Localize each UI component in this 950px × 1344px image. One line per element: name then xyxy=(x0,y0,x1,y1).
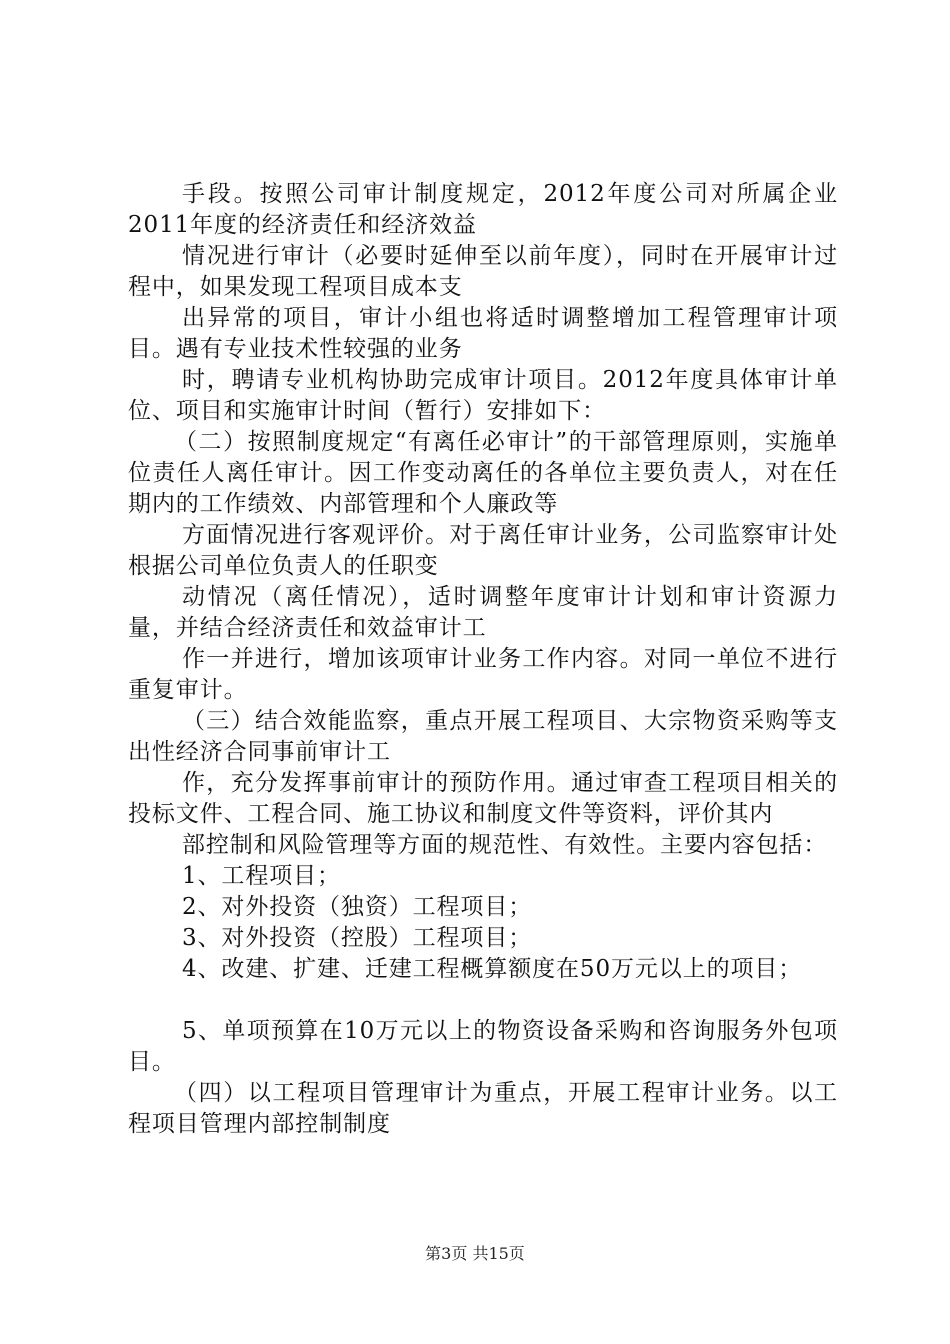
paragraph-section-2: （二）按照制度规定“有离任必审计”的干部管理原则，实施单位责任人离任审计。因工作变动离任的各单位主要负责人，对在任期内的工作绩效、内部管理和个人廉政等 xyxy=(128,429,838,517)
paragraph-section-3: （三）结合效能监察，重点开展工程项目、大宗物资采购等支出性经济合同事前审计工 xyxy=(128,708,838,765)
paragraph-1: 手段。按照公司审计制度规定，2012年度公司对所属企业2011年度的经济责任和经济效益 xyxy=(128,181,838,238)
list-item-1: 1、工程项目； xyxy=(182,863,341,889)
paragraph-section-4: （四）以工程项目管理审计为重点，开展工程审计业务。以工程项目管理内部控制制度 xyxy=(128,1080,838,1137)
paragraph-4: 时，聘请专业机构协助完成审计项目。2012年度具体审计单位、项目和实施审计时间（暂行）安排如下： xyxy=(128,367,838,424)
paragraph-11: 部控制和风险管理等方面的规范性、有效性。主要内容包括： xyxy=(182,832,828,858)
list-item-2: 2、对外投资（独资）工程项目； xyxy=(182,894,533,920)
paragraph-10: 作，充分发挥事前审计的预防作用。通过审查工程项目相关的投标文件、工程合同、施工协议和制度文件等资料，评价其内 xyxy=(128,770,838,827)
paragraph-3: 出异常的项目，审计小组也将适时调整增加工程管理审计项目。遇有专业技术性较强的业务 xyxy=(128,305,838,362)
list-item-4: 4、改建、扩建、迁建工程概算额度在50万元以上的项目； xyxy=(182,956,803,982)
paragraph-7: 动情况（离任情况），适时调整年度审计计划和审计资源力量，并结合经济责任和效益审计工 xyxy=(128,584,838,641)
page-footer: 第3页 共15页 xyxy=(425,1244,525,1263)
paragraph-2: 情况进行审计（必要时延伸至以前年度），同时在开展审计过程中，如果发现工程项目成本支 xyxy=(128,243,838,300)
blank-line xyxy=(128,985,838,1016)
list-item-5: 5、单项预算在10万元以上的物资设备采购和咨询服务外包项目。 xyxy=(128,1018,838,1075)
paragraph-6: 方面情况进行客观评价。对于离任审计业务，公司监察审计处根据公司单位负责人的任职变 xyxy=(128,522,838,579)
paragraph-8: 作一并进行，增加该项审计业务工作内容。对同一单位不进行重复审计。 xyxy=(128,646,838,703)
list-item-3: 3、对外投资（控股）工程项目； xyxy=(182,925,533,951)
document-body xyxy=(128,179,838,1140)
